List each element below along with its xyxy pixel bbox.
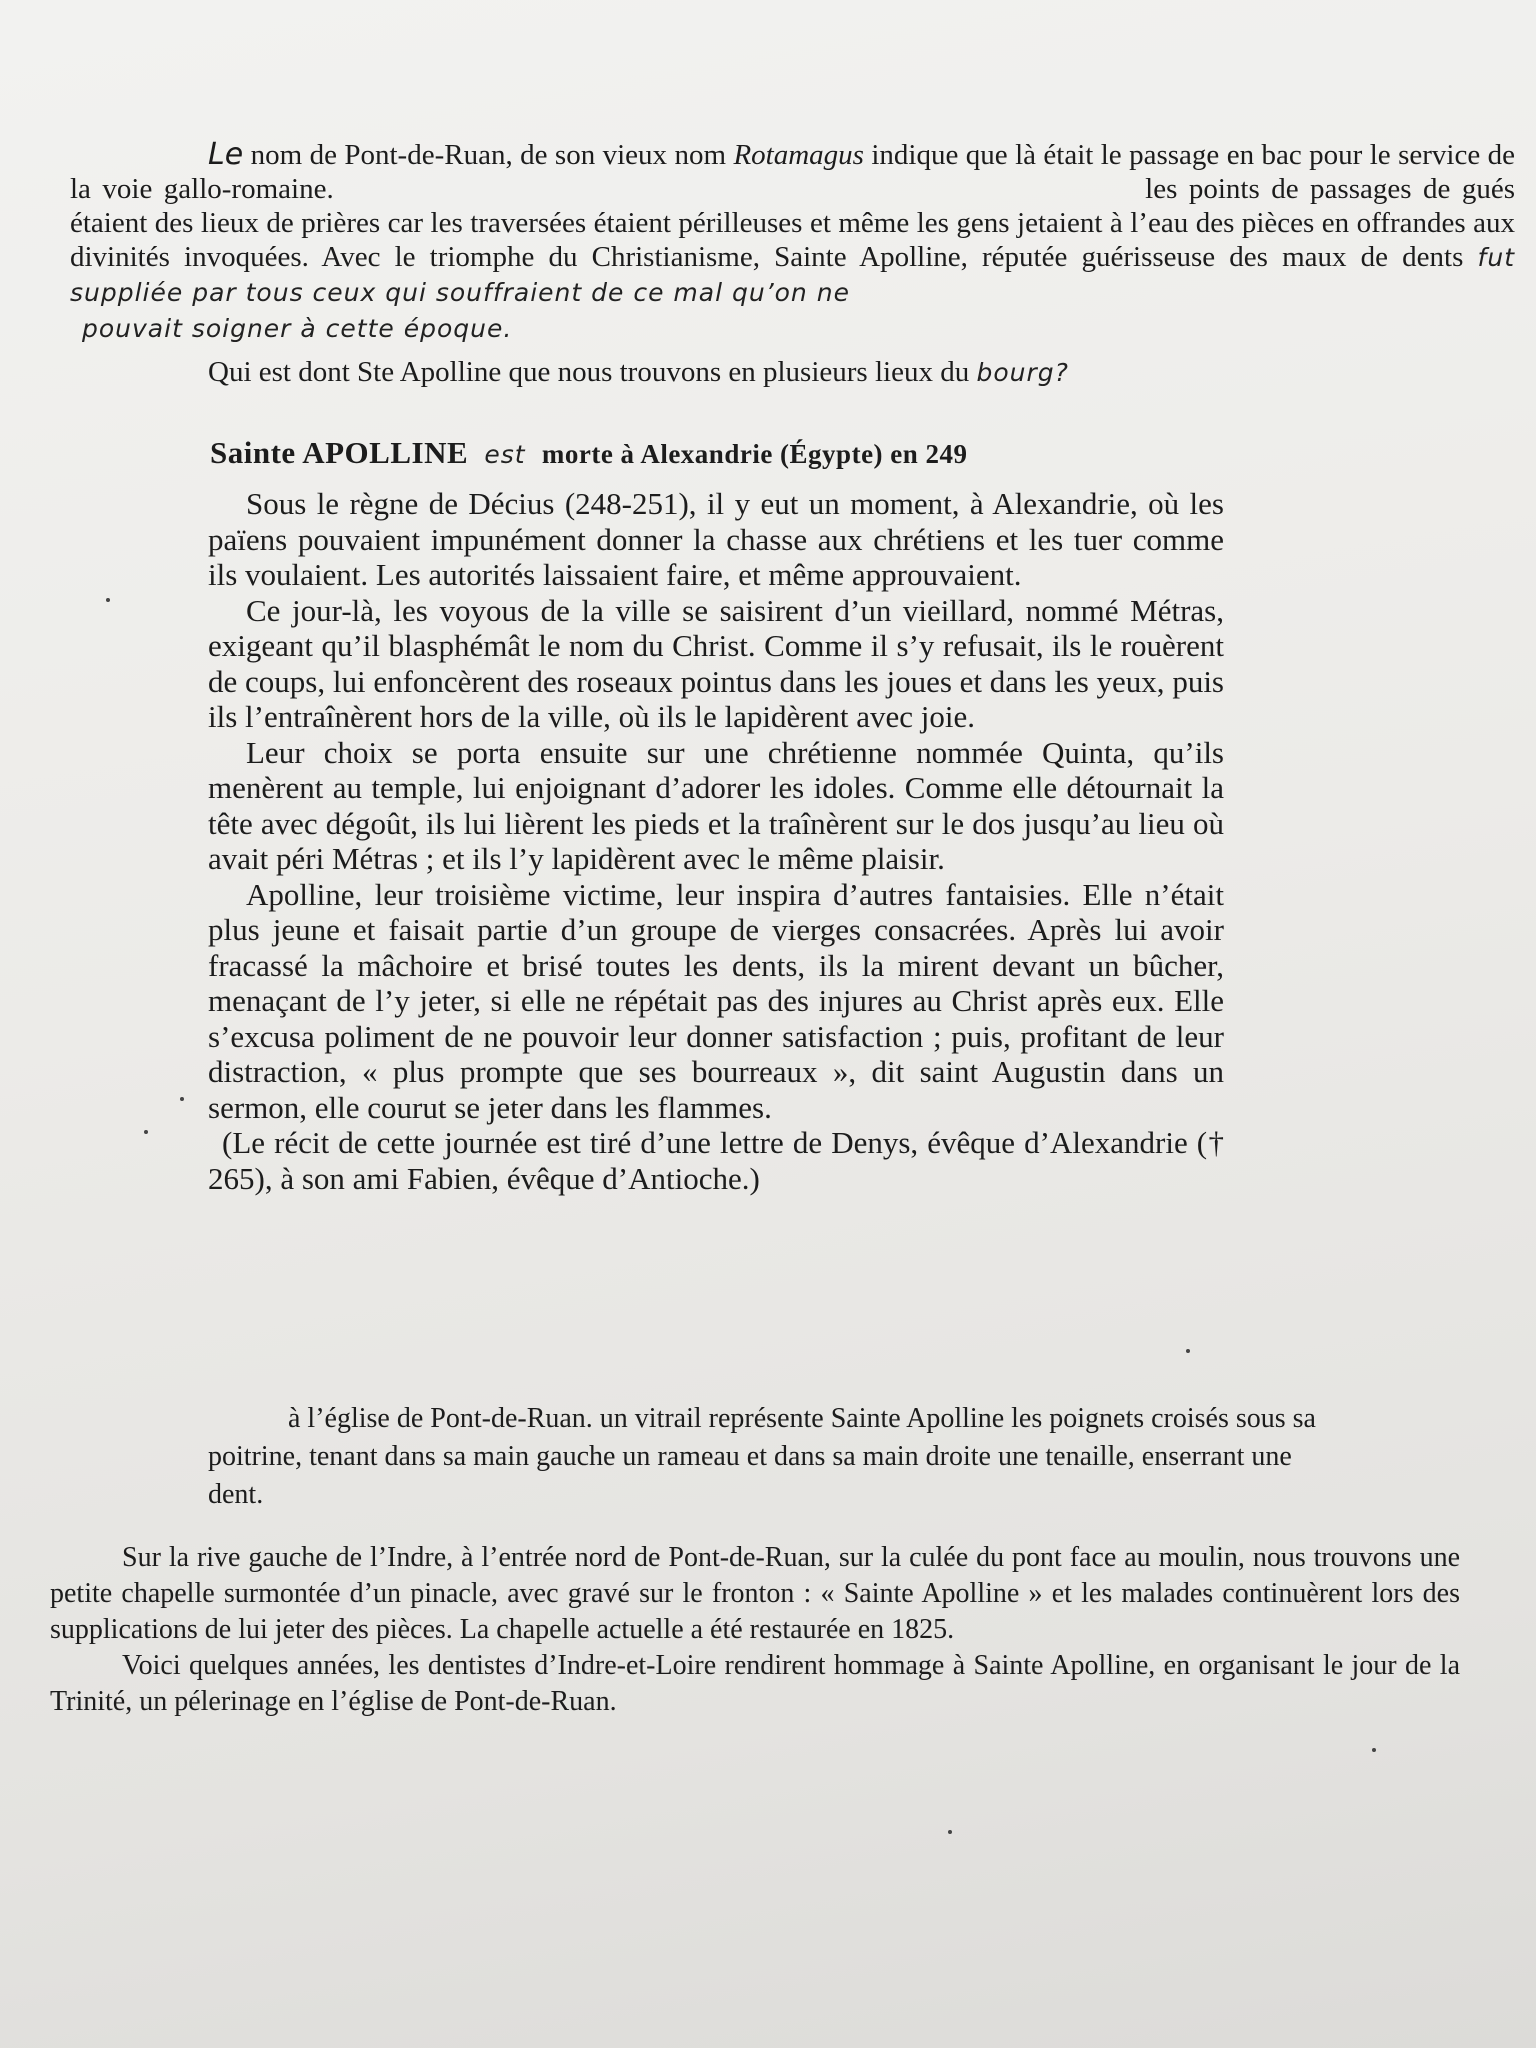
paper-speck <box>1372 1748 1376 1752</box>
paper-speck <box>180 1097 184 1101</box>
handwritten-est: est <box>484 440 526 469</box>
paragraph-decius: Sous le règne de Décius (248-251), il y eut un moment, à Alexandrie, où les païens pouvaient impunément donner la chasse aux chrétiens et les tuer comme ils voulaient. Les autorités laissaient faire, et même approuvaient. <box>208 486 1224 592</box>
handwritten-le: Le <box>208 137 244 172</box>
source-note: (Le récit de cette journée est tiré d’une lettre de Denys, évêque d’Alexandrie († 265), à son ami Fabien, évêque d’Antioche.) <box>208 1125 1224 1196</box>
heading-name: Sainte APOLLINE <box>210 435 469 470</box>
paper-speck <box>948 1830 952 1834</box>
paragraph-dentists: Voici quelques années, les dentistes d’Indre-et-Loire rendirent hommage à Sainte Apolline, en organisant le jour de la Trinité, un pélerinage en l’église de Pont-de-Ruan. <box>50 1650 1460 1717</box>
handwritten-bourg: bourg? <box>976 358 1069 387</box>
intro-text-2: indique que là était le passage en bac pour le service de la voie gallo-romaine. <box>70 139 1515 205</box>
intro-text-1: nom de Pont-de-Ruan, de son vieux nom <box>250 139 727 171</box>
paragraph-metras: Ce jour-là, les voyous de la ville se saisirent d’un vieillard, nommé Métras, exigeant qu’il blasphémât le nom du Christ. Comme il s’y refusait, ils le rouèrent de coups, lui enfoncèrent des roseaux pointus dans les joues et dans les yeux, puis ils l’entraînèrent hors de la ville, où ils le lapidèrent avec joie. <box>208 592 1224 734</box>
main-text <box>208 486 1224 1196</box>
question-line <box>208 356 1069 389</box>
heading-rest: morte à Alexandrie (Égypte) en 249 <box>541 439 968 469</box>
handwritten-annotation-2: pouvait soigner à cette époque. <box>82 314 513 343</box>
handwritten-annotation-1: fut suppliée par tous ceux qui souffraient de ce mal qu’on ne <box>70 243 1515 307</box>
rotamagus-word: Rotamagus <box>733 139 864 171</box>
paper-speck <box>1186 1349 1190 1353</box>
chapel-section <box>50 1540 1460 1720</box>
paragraph-chapel: Sur la rive gauche de l’Indre, à l’entrée nord de Pont-de-Ruan, sur la culée du pont face au moulin, nous trouvons une petite chapelle surmontée d’un pinacle, avec gravé sur le fronton : « Sainte Apolline » et les malades continuèrent lors des supplications de lui jeter des pièces. La chapelle actuelle a été restaurée en 1825. <box>50 1542 1460 1645</box>
intro-paragraph <box>70 138 1515 346</box>
section-heading <box>210 435 968 471</box>
vitrail-paragraph <box>208 1400 1326 1514</box>
vitrail-text: à l’église de Pont-de-Ruan. un vitrail représente Sainte Apolline les poignets croisés sous sa poitrine, tenant dans sa main gauche un rameau et dans sa main droite une tenaille, enserrant une dent. <box>208 1403 1316 1510</box>
paper-speck <box>144 1130 148 1134</box>
paragraph-quinta: Leur choix se porta ensuite sur une chrétienne nommée Quinta, qu’ils menèrent au temple, lui enjoignant d’adorer les idoles. Comme elle détournait la tête avec dégoût, ils lui lièrent les pieds et la traînèrent sur le dos jusqu’au lieu où avait péri Métras ; et ils l’y lapidèrent avec le même plaisir. <box>208 734 1224 876</box>
intro-text-3: les points de passages de gués étaient des lieux de prières car les traversées étaient périlleuses et même les gens jetaient à l’eau des pièces en offrandes aux divinités invoquées. Avec le triomphe du Christianisme, Sainte Apolline, réputée guérisseuse des maux de dents <box>70 173 1515 273</box>
paragraph-apolline: Apolline, leur troisième victime, leur inspira d’autres fantaisies. Elle n’était plus jeune et faisait partie d’un groupe de vierges consacrées. Après lui avoir fracassé la mâchoire et brisé toutes les dents, ils la mirent devant un bûcher, menaçant de l’y jeter, si elle ne répétait pas des injures au Christ après eux. Elle s’excusa poliment de ne pouvoir leur donner satisfaction ; puis, profitant de leur distraction, « plus prompte que ses bourreaux », dit saint Augustin dans un sermon, elle courut se jeter dans les flammes. <box>208 876 1224 1125</box>
question-text: Qui est dont Ste Apolline que nous trouvons en plusieurs lieux du <box>208 356 970 388</box>
paper-speck <box>106 598 110 602</box>
